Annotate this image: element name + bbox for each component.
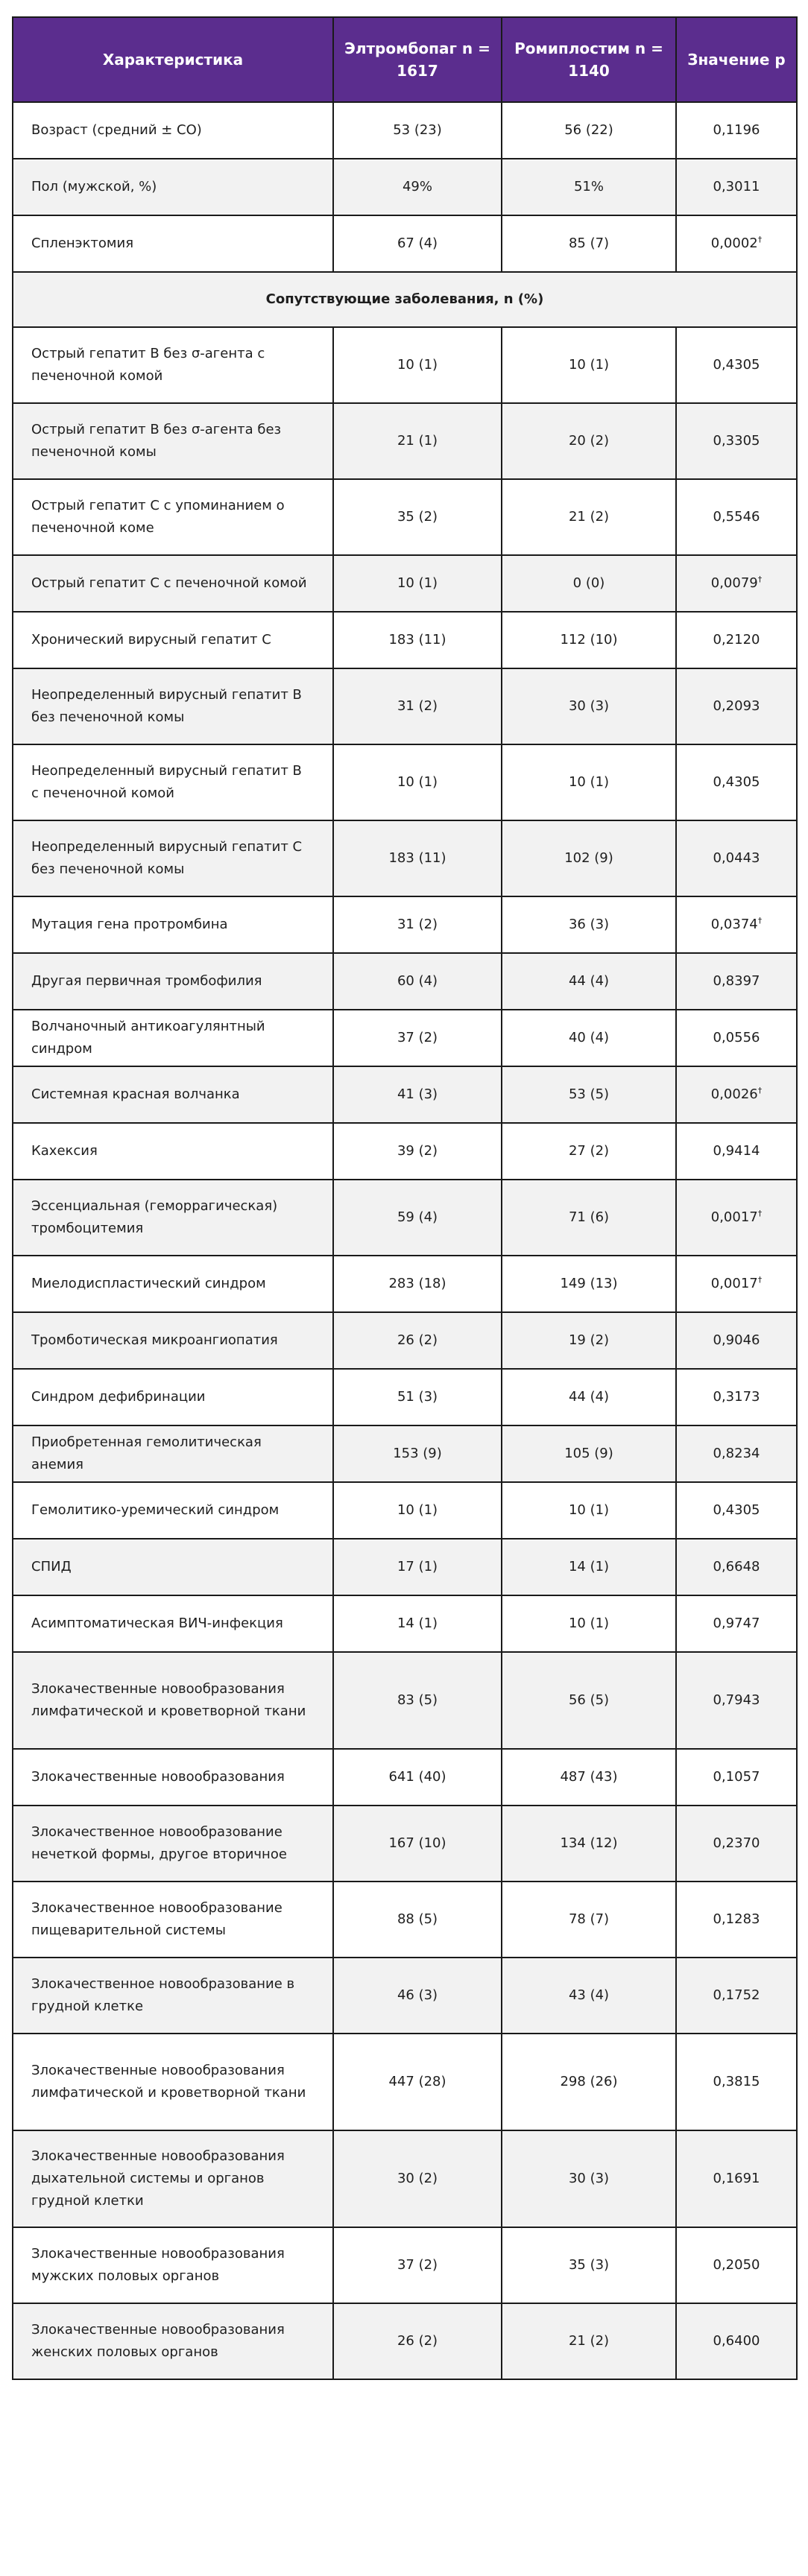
row-characteristic: Тромботическая микроангиопатия (13, 1312, 333, 1369)
row-pvalue (676, 668, 797, 744)
row-characteristic: Острый гепатит В без σ-агента с печеночной комой (13, 327, 333, 403)
pvalue-text: 0,2050 (713, 2257, 760, 2273)
pvalue-text: 0,9747 (713, 1615, 760, 1631)
table-row (13, 2303, 797, 2379)
table-row (13, 1882, 797, 1958)
table-row (13, 1123, 797, 1180)
section-title: Сопутствующие заболевания, n (%) (13, 272, 797, 327)
row-pvalue (676, 1123, 797, 1180)
row-characteristic: Острый гепатит С с печеночной комой (13, 555, 333, 612)
row-romiplostim-value: 14 (1) (502, 1539, 676, 1595)
table-row (13, 896, 797, 953)
significance-marker: † (757, 1209, 763, 1218)
row-pvalue (676, 1958, 797, 2034)
row-eltrombopag-value: 49% (333, 159, 502, 215)
table-row (13, 159, 797, 215)
row-characteristic: Злокачественное новообразование нечеткой формы, другое вторичное (13, 1806, 333, 1882)
row-characteristic: Гемолитико-уремический синдром (13, 1482, 333, 1539)
row-pvalue (676, 1539, 797, 1595)
table-row (13, 1539, 797, 1595)
pvalue-text: 0,6648 (713, 1559, 760, 1575)
table-row (13, 612, 797, 668)
table-row (13, 479, 797, 555)
pvalue-text: 0,4305 (713, 357, 760, 373)
pvalue-text: 0,1752 (713, 1987, 760, 2003)
row-romiplostim-value: 19 (2) (502, 1312, 676, 1369)
row-romiplostim-value: 35 (3) (502, 2227, 676, 2303)
row-eltrombopag-value: 31 (2) (333, 896, 502, 953)
row-pvalue (676, 215, 797, 272)
pvalue-text: 0,7943 (713, 1692, 760, 1708)
table-row (13, 1482, 797, 1539)
row-eltrombopag-value: 41 (3) (333, 1066, 502, 1123)
row-characteristic: Злокачественное новообразование пищеварительной системы (13, 1882, 333, 1958)
row-eltrombopag-value: 60 (4) (333, 953, 502, 1010)
row-pvalue (676, 159, 797, 215)
pvalue-text: 0,4305 (713, 1502, 760, 1518)
significance-marker: † (757, 1275, 763, 1285)
row-pvalue (676, 102, 797, 159)
row-pvalue (676, 2303, 797, 2379)
pvalue-text: 0,2370 (713, 1835, 760, 1851)
table-row (13, 1369, 797, 1425)
row-characteristic: Злокачественные новообразования женских половых органов (13, 2303, 333, 2379)
row-characteristic: Хронический вирусный гепатит С (13, 612, 333, 668)
table-row (13, 1180, 797, 1256)
row-romiplostim-value: 21 (2) (502, 479, 676, 555)
row-romiplostim-value: 36 (3) (502, 896, 676, 953)
row-romiplostim-value: 149 (13) (502, 1256, 676, 1312)
table-row (13, 403, 797, 479)
row-romiplostim-value: 134 (12) (502, 1806, 676, 1882)
row-pvalue (676, 896, 797, 953)
pvalue-text: 0,1691 (713, 2171, 760, 2186)
row-characteristic: Спленэктомия (13, 215, 333, 272)
row-romiplostim-value: 30 (3) (502, 668, 676, 744)
pvalue-text: 0,9046 (713, 1332, 760, 1348)
row-romiplostim-value: 10 (1) (502, 1482, 676, 1539)
row-eltrombopag-value: 183 (11) (333, 612, 502, 668)
row-eltrombopag-value: 21 (1) (333, 403, 502, 479)
table-row (13, 1958, 797, 2034)
significance-marker: † (757, 1086, 763, 1095)
significance-marker: † (757, 575, 763, 584)
row-romiplostim-value: 20 (2) (502, 403, 676, 479)
table-row (13, 668, 797, 744)
row-romiplostim-value: 51% (502, 159, 676, 215)
row-pvalue (676, 953, 797, 1010)
row-eltrombopag-value: 37 (2) (333, 2227, 502, 2303)
row-eltrombopag-value: 35 (2) (333, 479, 502, 555)
row-characteristic: Приобретенная гемолитическая анемия (13, 1425, 333, 1482)
row-characteristic: Злокачественные новообразования мужских половых органов (13, 2227, 333, 2303)
row-pvalue (676, 2130, 797, 2227)
row-romiplostim-value: 56 (22) (502, 102, 676, 159)
row-pvalue (676, 1882, 797, 1958)
pvalue-text: 0,2120 (713, 632, 760, 648)
row-romiplostim-value: 53 (5) (502, 1066, 676, 1123)
row-pvalue (676, 744, 797, 820)
row-romiplostim-value: 21 (2) (502, 2303, 676, 2379)
row-characteristic: Другая первичная тромбофилия (13, 953, 333, 1010)
pvalue-text: 0,9414 (713, 1143, 760, 1159)
table-row (13, 1425, 797, 1482)
row-eltrombopag-value: 88 (5) (333, 1882, 502, 1958)
row-characteristic: Злокачественные новообразования дыхательной системы и органов грудной клетки (13, 2130, 333, 2227)
pvalue-text: 0,3305 (713, 433, 760, 449)
row-romiplostim-value: 43 (4) (502, 1958, 676, 2034)
section-header-row (13, 272, 797, 327)
row-eltrombopag-value: 183 (11) (333, 820, 502, 896)
row-romiplostim-value: 27 (2) (502, 1123, 676, 1180)
table-row (13, 1806, 797, 1882)
row-eltrombopag-value: 167 (10) (333, 1806, 502, 1882)
pvalue-text: 0,5546 (713, 509, 760, 525)
row-pvalue (676, 1066, 797, 1123)
comparison-table-container (12, 16, 796, 2380)
table-row (13, 953, 797, 1010)
row-eltrombopag-value: 10 (1) (333, 744, 502, 820)
row-characteristic: СПИД (13, 1539, 333, 1595)
pvalue-text: 0,4305 (713, 774, 760, 790)
table-row (13, 102, 797, 159)
header-eltrombopag: Элтромбопаг n = 1617 (333, 17, 502, 102)
row-pvalue (676, 1652, 797, 1749)
row-eltrombopag-value: 26 (2) (333, 1312, 502, 1369)
row-eltrombopag-value: 153 (9) (333, 1425, 502, 1482)
row-pvalue (676, 1482, 797, 1539)
table-row (13, 1749, 797, 1806)
pvalue-text: 0,3173 (713, 1389, 760, 1405)
pvalue-text: 0,1057 (713, 1769, 760, 1785)
row-characteristic: Миелодиспластический синдром (13, 1256, 333, 1312)
row-pvalue (676, 612, 797, 668)
pvalue-text: 0,3011 (713, 179, 760, 194)
row-pvalue (676, 2227, 797, 2303)
row-pvalue (676, 1595, 797, 1652)
row-eltrombopag-value: 283 (18) (333, 1256, 502, 1312)
row-eltrombopag-value: 26 (2) (333, 2303, 502, 2379)
row-romiplostim-value: 487 (43) (502, 1749, 676, 1806)
row-romiplostim-value: 298 (26) (502, 2034, 676, 2130)
row-eltrombopag-value: 51 (3) (333, 1369, 502, 1425)
row-characteristic: Синдром дефибринации (13, 1369, 333, 1425)
pvalue-text: 0,0017 (710, 1276, 758, 1291)
row-pvalue (676, 1806, 797, 1882)
row-eltrombopag-value: 53 (23) (333, 102, 502, 159)
row-romiplostim-value: 30 (3) (502, 2130, 676, 2227)
row-eltrombopag-value: 447 (28) (333, 2034, 502, 2130)
table-row (13, 1066, 797, 1123)
header-pvalue: Значение p (676, 17, 797, 102)
table-row (13, 2130, 797, 2227)
table-row (13, 2227, 797, 2303)
row-characteristic: Злокачественные новообразования (13, 1749, 333, 1806)
row-romiplostim-value: 40 (4) (502, 1010, 676, 1066)
row-romiplostim-value: 102 (9) (502, 820, 676, 896)
row-eltrombopag-value: 10 (1) (333, 555, 502, 612)
row-characteristic: Кахексия (13, 1123, 333, 1180)
row-romiplostim-value: 10 (1) (502, 744, 676, 820)
row-characteristic: Возраст (средний ± СО) (13, 102, 333, 159)
row-pvalue (676, 1425, 797, 1482)
table-row (13, 555, 797, 612)
pvalue-text: 0,1283 (713, 1911, 760, 1927)
pvalue-text: 0,2093 (713, 698, 760, 714)
row-pvalue (676, 327, 797, 403)
pvalue-text: 0,0017 (710, 1209, 758, 1225)
row-eltrombopag-value: 83 (5) (333, 1652, 502, 1749)
table-row (13, 744, 797, 820)
pvalue-text: 0,0079 (710, 575, 758, 591)
pvalue-text: 0,0374 (710, 917, 758, 932)
row-characteristic: Системная красная волчанка (13, 1066, 333, 1123)
row-pvalue (676, 1312, 797, 1369)
row-characteristic: Волчаночный антикоагулянтный синдром (13, 1010, 333, 1066)
table-row (13, 1595, 797, 1652)
table-row (13, 2034, 797, 2130)
row-eltrombopag-value: 30 (2) (333, 2130, 502, 2227)
row-characteristic: Неопределенный вирусный гепатит С без печеночной комы (13, 820, 333, 896)
row-romiplostim-value: 0 (0) (502, 555, 676, 612)
pvalue-text: 0,0443 (713, 850, 760, 866)
row-characteristic: Острый гепатит В без σ-агента без печеночной комы (13, 403, 333, 479)
comparison-table (12, 16, 798, 2380)
pvalue-text: 0,0002 (710, 235, 758, 251)
row-pvalue (676, 1369, 797, 1425)
pvalue-text: 0,3815 (713, 2074, 760, 2089)
row-eltrombopag-value: 14 (1) (333, 1595, 502, 1652)
table-header-row (13, 17, 797, 102)
pvalue-text: 0,8397 (713, 973, 760, 989)
row-pvalue (676, 1180, 797, 1256)
significance-marker: † (757, 916, 763, 925)
table-row (13, 1256, 797, 1312)
row-pvalue (676, 2034, 797, 2130)
table-row (13, 1652, 797, 1749)
row-eltrombopag-value: 17 (1) (333, 1539, 502, 1595)
row-eltrombopag-value: 39 (2) (333, 1123, 502, 1180)
row-eltrombopag-value: 10 (1) (333, 1482, 502, 1539)
row-eltrombopag-value: 641 (40) (333, 1749, 502, 1806)
table-row (13, 820, 797, 896)
row-characteristic: Острый гепатит С с упоминанием о печеночной коме (13, 479, 333, 555)
header-romiplostim: Ромиплостим n = 1140 (502, 17, 676, 102)
row-eltrombopag-value: 59 (4) (333, 1180, 502, 1256)
row-characteristic: Злокачественное новообразование в грудной клетке (13, 1958, 333, 2034)
row-characteristic: Мутация гена протромбина (13, 896, 333, 953)
row-characteristic: Неопределенный вирусный гепатит В с печеночной комой (13, 744, 333, 820)
row-romiplostim-value: 56 (5) (502, 1652, 676, 1749)
row-romiplostim-value: 10 (1) (502, 327, 676, 403)
table-row (13, 1312, 797, 1369)
row-romiplostim-value: 44 (4) (502, 953, 676, 1010)
pvalue-text: 0,8234 (713, 1446, 760, 1461)
row-characteristic: Неопределенный вирусный гепатит В без печеночной комы (13, 668, 333, 744)
row-characteristic: Злокачественные новообразования лимфатической и кроветворной ткани (13, 2034, 333, 2130)
row-pvalue (676, 479, 797, 555)
table-body (13, 102, 797, 2379)
row-pvalue (676, 1256, 797, 1312)
row-characteristic: Пол (мужской, %) (13, 159, 333, 215)
pvalue-text: 0,0026 (710, 1086, 758, 1102)
row-eltrombopag-value: 67 (4) (333, 215, 502, 272)
row-pvalue (676, 1010, 797, 1066)
table-row (13, 1010, 797, 1066)
row-eltrombopag-value: 10 (1) (333, 327, 502, 403)
significance-marker: † (757, 235, 763, 244)
row-romiplostim-value: 10 (1) (502, 1595, 676, 1652)
row-eltrombopag-value: 31 (2) (333, 668, 502, 744)
row-eltrombopag-value: 46 (3) (333, 1958, 502, 2034)
row-eltrombopag-value: 37 (2) (333, 1010, 502, 1066)
row-pvalue (676, 403, 797, 479)
pvalue-text: 0,0556 (713, 1030, 760, 1045)
row-pvalue (676, 555, 797, 612)
row-romiplostim-value: 44 (4) (502, 1369, 676, 1425)
row-romiplostim-value: 85 (7) (502, 215, 676, 272)
row-characteristic: Эссенциальная (геморрагическая) тромбоцитемия (13, 1180, 333, 1256)
header-characteristic: Характеристика (13, 17, 333, 102)
row-characteristic: Асимптоматическая ВИЧ-инфекция (13, 1595, 333, 1652)
row-pvalue (676, 1749, 797, 1806)
row-characteristic: Злокачественные новообразования лимфатической и кроветворной ткани (13, 1652, 333, 1749)
row-romiplostim-value: 105 (9) (502, 1425, 676, 1482)
row-romiplostim-value: 78 (7) (502, 1882, 676, 1958)
row-pvalue (676, 820, 797, 896)
table-row (13, 327, 797, 403)
pvalue-text: 0,6400 (713, 2333, 760, 2349)
table-row (13, 215, 797, 272)
row-romiplostim-value: 112 (10) (502, 612, 676, 668)
pvalue-text: 0,1196 (713, 122, 760, 138)
row-romiplostim-value: 71 (6) (502, 1180, 676, 1256)
